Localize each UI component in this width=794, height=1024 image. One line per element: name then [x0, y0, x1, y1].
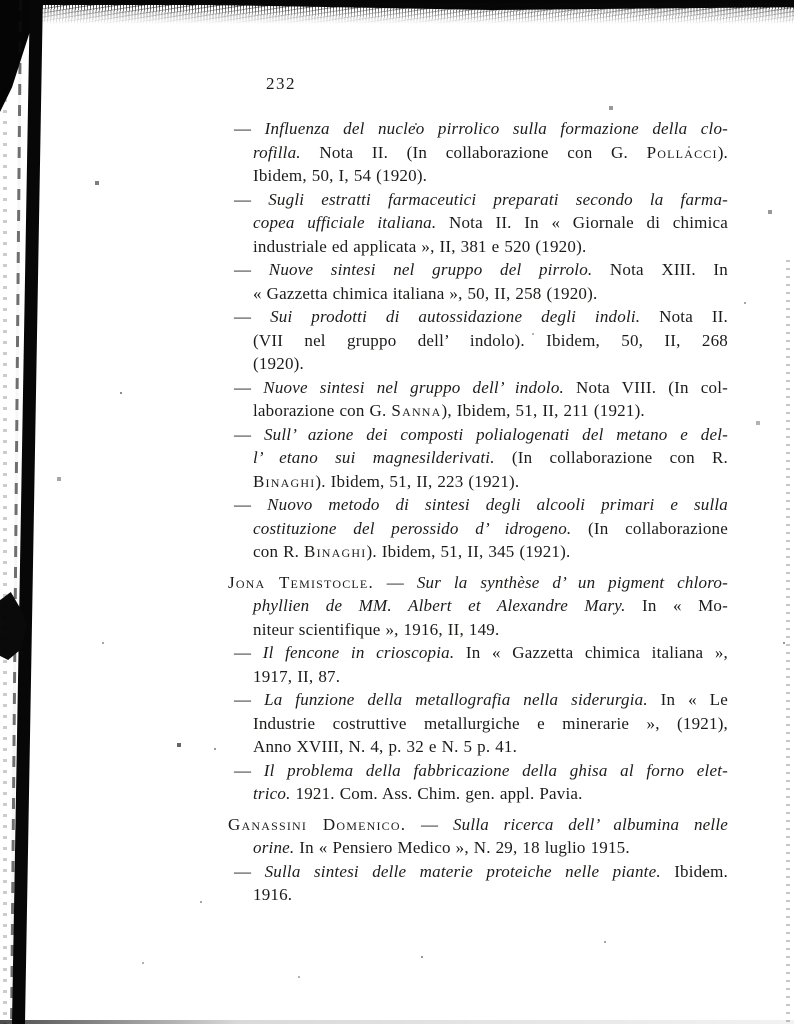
- entries-jona-temistocle: [228, 571, 728, 806]
- text-segment: « Gazzetta chimica italiana », 50, II, 258 (1920).: [253, 283, 598, 303]
- text-line: [228, 665, 728, 689]
- bibliography-entry: [228, 571, 728, 642]
- text-segment: Nota II.: [640, 307, 728, 326]
- text-line: [228, 782, 728, 806]
- bibliography-entry: [228, 376, 728, 423]
- bibliography-entry: [228, 641, 728, 688]
- author-name: Ganassini Domenico.: [228, 814, 407, 834]
- author-name: Pollacci: [646, 142, 718, 162]
- text-segment: Il fencone in crioscopia.: [262, 643, 455, 662]
- author-name: Jona Temistocle.: [228, 572, 374, 592]
- text-segment: Ibidem.: [660, 861, 728, 881]
- text-line: [228, 282, 728, 306]
- text-line: [228, 618, 728, 642]
- text-segment: (In collaborazione: [571, 518, 728, 538]
- text-segment: Nota VIII. (In col-: [563, 377, 728, 397]
- text-segment: —: [234, 495, 268, 514]
- text-segment: Industrie costruttive metallurgiche e minerarie », (1921),: [253, 713, 728, 733]
- text-segment: 1917, II, 87.: [253, 666, 341, 686]
- text-segment: —: [234, 189, 269, 209]
- text-segment: ). Ibidem, 51, II, 223 (1921).: [315, 471, 520, 491]
- text-line: [228, 594, 728, 618]
- text-segment: Sugli estratti farmaceutici preparati secondo la farma-: [268, 189, 728, 209]
- text-segment: industriale ed applicata », II, 381 e 520 (1920).: [253, 236, 587, 256]
- bibliography-entry: [228, 305, 728, 376]
- text-segment: Sur la synthèse d’ un pigment chloro-: [416, 572, 728, 592]
- bibliography-entry: [228, 759, 728, 806]
- text-segment: —: [234, 643, 263, 662]
- text-line: [228, 188, 728, 212]
- text-line: [228, 517, 728, 541]
- text-segment: (1920).: [253, 354, 304, 373]
- text-segment: —: [234, 861, 265, 881]
- text-line: [228, 688, 728, 712]
- bibliography-entry: [228, 688, 728, 759]
- text-segment: Sulla sintesi delle materie proteiche nelle piante.: [264, 861, 661, 881]
- text-segment: Nuovo metodo di sintesi degli alcooli primari e sulla: [267, 495, 728, 514]
- text-segment: —: [234, 307, 271, 326]
- text-segment: Anno XVIII, N. 4, p. 32 e N. 5 p. 41.: [253, 737, 518, 756]
- text-segment: 1921. Com. Ass. Chim. gen. appl. Pavia.: [290, 784, 583, 803]
- text-segment: 1916.: [253, 885, 293, 904]
- text-segment: rofilla.: [253, 142, 301, 162]
- text-segment: ), Ibidem, 51, II, 211 (1921).: [441, 401, 645, 420]
- text-segment: Il problema della fabbricazione della ghisa al forno elet-: [263, 760, 728, 780]
- author-name: Binaghi: [253, 471, 316, 491]
- bibliography-text: [228, 117, 728, 907]
- text-line: [228, 860, 728, 884]
- text-segment: (In collaborazione con R.: [494, 448, 728, 467]
- text-segment: —: [406, 814, 453, 834]
- bibliography-entry: [228, 188, 728, 259]
- text-line: [228, 759, 728, 783]
- text-segment: Nuove sintesi nel gruppo dell’ indolo.: [263, 377, 564, 397]
- entries-ganassini-domenico: [228, 813, 728, 907]
- text-line: [228, 836, 728, 860]
- text-segment: —: [234, 760, 264, 780]
- text-line: [228, 641, 728, 665]
- bibliography-entry: [228, 258, 728, 305]
- text-segment: Sulla ricerca dell’ albumina nelle: [452, 814, 728, 834]
- text-segment: In « Gazzetta chimica italiana »,: [454, 643, 728, 662]
- text-line: [228, 735, 728, 759]
- text-segment: l’ etano sui magnesilderivati.: [253, 448, 495, 467]
- text-line: [228, 423, 728, 447]
- text-segment: La funzione della metallografia nella siderurgia.: [264, 690, 648, 709]
- page-number: 232: [266, 74, 296, 93]
- bibliography-entry: [228, 493, 728, 564]
- author-name: Sanna: [391, 401, 442, 420]
- text-line: [228, 117, 728, 141]
- text-line: [228, 470, 728, 494]
- author-name: Binaghi: [304, 542, 367, 561]
- text-segment: Nota XIII. In: [592, 260, 728, 279]
- text-segment: Nota II. In « Giornale di chimica: [436, 213, 728, 232]
- text-line: [228, 305, 728, 329]
- text-line: [228, 211, 728, 235]
- text-segment: —: [234, 119, 265, 138]
- text-line: [228, 352, 728, 376]
- text-segment: —: [234, 377, 264, 397]
- text-segment: ).: [717, 142, 728, 162]
- text-line: [228, 446, 728, 470]
- entries-continued: [228, 117, 728, 564]
- bibliography-entry: [228, 117, 728, 188]
- text-line: [228, 399, 728, 423]
- text-segment: Ibidem, 50, I, 54 (1920).: [253, 166, 428, 185]
- text-segment: con R.: [253, 542, 305, 561]
- scan-noise-top: [0, 3, 794, 25]
- text-line: [228, 883, 728, 907]
- text-segment: In « Le: [647, 690, 728, 709]
- text-segment: Nota II. (In collaborazione con G.: [300, 142, 647, 162]
- text-line: [228, 235, 728, 259]
- text-line: [228, 571, 728, 595]
- text-segment: niteur scientifique », 1916, II, 149.: [253, 619, 500, 639]
- text-segment: —: [373, 572, 417, 592]
- bibliography-entry: [228, 860, 728, 907]
- text-segment: In « Pensiero Medico », N. 29, 18 luglio 1915.: [294, 838, 630, 857]
- text-segment: costituzione del perossido d’ idrogeno.: [253, 518, 572, 538]
- text-segment: laborazione con G.: [253, 401, 392, 420]
- text-line: [228, 164, 728, 188]
- text-segment: orine.: [253, 838, 295, 857]
- bibliography-entry: [228, 423, 728, 494]
- text-segment: ). Ibidem, 51, II, 345 (1921).: [366, 542, 571, 561]
- text-segment: copea ufficiale italiana.: [253, 213, 437, 232]
- text-line: [228, 712, 728, 736]
- text-segment: —: [234, 424, 264, 444]
- text-line: [228, 540, 728, 564]
- text-segment: —: [234, 690, 265, 709]
- text-line: [228, 493, 728, 517]
- text-segment: Nuove sintesi nel gruppo del pirrolo.: [268, 260, 593, 279]
- text-segment: (VII nel gruppo dell’ indolo). Ibidem, 50, II, 268: [253, 330, 728, 350]
- text-segment: Sui prodotti di autossidazione degli indoli.: [270, 307, 641, 326]
- text-segment: Sull’ azione dei composti polialogenati del metano e del-: [263, 424, 728, 444]
- text-segment: phyllien de MM. Albert et Alexandre Mary.: [253, 596, 626, 615]
- text-line: [228, 141, 728, 165]
- scan-noise-right: [786, 260, 790, 1024]
- text-segment: —: [234, 260, 269, 279]
- scan-speckles: [0, 0, 2, 2]
- text-line: [228, 258, 728, 282]
- scan-noise-left: [3, 0, 7, 1024]
- text-line: [228, 813, 728, 837]
- text-line: [228, 329, 728, 353]
- text-segment: trico.: [253, 784, 291, 803]
- text-segment: Influenza del nucleo pirrolico sulla formazione della clo-: [264, 119, 728, 138]
- scan-edge-bottom: [0, 1020, 794, 1024]
- text-segment: In « Mo-: [625, 596, 728, 615]
- bibliography-entry: [228, 813, 728, 860]
- text-line: [228, 376, 728, 400]
